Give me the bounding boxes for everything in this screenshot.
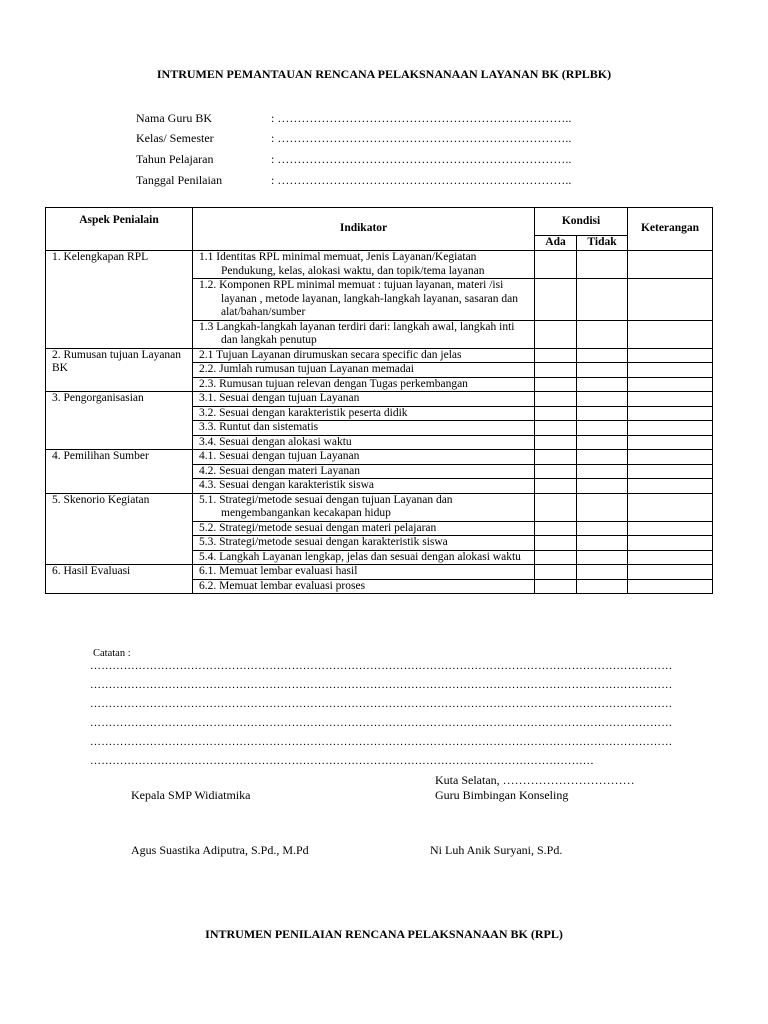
catatan-line: ………………………………………………………………………………………………………………………………………… xyxy=(90,717,673,729)
tidak-cell[interactable] xyxy=(577,493,628,521)
info-value: : ……………………………………………………………….. xyxy=(271,131,572,145)
ada-cell[interactable] xyxy=(535,435,577,450)
table-row xyxy=(46,392,713,407)
indikator-cell: 4.3. Sesuai dengan karakteristik siswa xyxy=(193,479,535,494)
ada-cell[interactable] xyxy=(535,565,577,580)
ada-cell[interactable] xyxy=(535,521,577,536)
keterangan-cell[interactable] xyxy=(628,536,713,551)
tidak-cell[interactable] xyxy=(577,536,628,551)
indikator-cell: 3.3. Runtut dan sistematis xyxy=(193,421,535,436)
indikator-cell: 4.1. Sesuai dengan tujuan Layanan xyxy=(193,450,535,465)
catatan-label: Catatan : xyxy=(93,648,131,659)
aspek-cell: 2. Rumusan tujuan Layanan BK xyxy=(46,348,193,392)
table-row xyxy=(46,348,713,363)
tidak-cell[interactable] xyxy=(577,363,628,378)
indikator-cell: 5.3. Strategi/metode sesuai dengan karakteristik siswa xyxy=(193,536,535,551)
catatan-line: ……………………………………………………………………………………………………………………… xyxy=(90,755,594,767)
document-title: INTRUMEN PEMANTAUAN RENCANA PELAKSNANAAN LAYANAN BK (RPLBK) xyxy=(156,67,612,81)
indikator-cell: 2.3. Rumusan tujuan relevan dengan Tugas perkembangan xyxy=(193,377,535,392)
signature-right-title: Guru Bimbingan Konseling xyxy=(435,788,569,802)
tidak-cell[interactable] xyxy=(577,550,628,565)
indikator-cell: 1.3 Langkah-langkah layanan terdiri dari: langkah awal, langkah inti dan langkah penutup xyxy=(193,320,535,348)
aspek-cell: 4. Pemilihan Sumber xyxy=(46,450,193,494)
ada-cell[interactable] xyxy=(535,251,577,279)
signature-left-title: Kepala SMP Widiatmika xyxy=(131,788,251,802)
keterangan-cell[interactable] xyxy=(628,251,713,279)
keterangan-cell[interactable] xyxy=(628,550,713,565)
ada-cell[interactable] xyxy=(535,450,577,465)
keterangan-cell[interactable] xyxy=(628,521,713,536)
info-value: : ……………………………………………………………….. xyxy=(271,111,572,125)
info-label: Tanggal Penilaian xyxy=(136,173,223,187)
keterangan-cell[interactable] xyxy=(628,479,713,494)
keterangan-cell[interactable] xyxy=(628,464,713,479)
header-kondisi: Kondisi xyxy=(535,208,628,236)
indikator-cell: 1.1 Identitas RPL minimal memuat, Jenis Layanan/Kegiatan Pendukung, kelas, alokasi waktu, dan topik/tema layanan xyxy=(193,251,535,279)
keterangan-cell[interactable] xyxy=(628,406,713,421)
ada-cell[interactable] xyxy=(535,479,577,494)
tidak-cell[interactable] xyxy=(577,479,628,494)
keterangan-cell[interactable] xyxy=(628,392,713,407)
catatan-line: ………………………………………………………………………………………………………………………………………… xyxy=(90,660,673,672)
tidak-cell[interactable] xyxy=(577,521,628,536)
aspek-cell: 6. Hasil Evaluasi xyxy=(46,565,193,594)
header-tidak: Tidak xyxy=(577,236,628,251)
ada-cell[interactable] xyxy=(535,363,577,378)
indikator-cell: 5.4. Langkah Layanan lengkap, jelas dan sesuai dengan alokasi waktu xyxy=(193,550,535,565)
keterangan-cell[interactable] xyxy=(628,363,713,378)
tidak-cell[interactable] xyxy=(577,348,628,363)
tidak-cell[interactable] xyxy=(577,406,628,421)
keterangan-cell[interactable] xyxy=(628,579,713,594)
signature-left-name: Agus Suastika Adiputra, S.Pd., M.Pd xyxy=(131,843,309,857)
info-label: Nama Guru BK xyxy=(136,111,212,125)
tidak-cell[interactable] xyxy=(577,279,628,321)
tidak-cell[interactable] xyxy=(577,435,628,450)
signature-right-name: Ni Luh Anik Suryani, S.Pd. xyxy=(430,843,563,857)
ada-cell[interactable] xyxy=(535,579,577,594)
indikator-cell: 3.4. Sesuai dengan alokasi waktu xyxy=(193,435,535,450)
ada-cell[interactable] xyxy=(535,493,577,521)
keterangan-cell[interactable] xyxy=(628,565,713,580)
tidak-cell[interactable] xyxy=(577,450,628,465)
indikator-cell: 1.2. Komponen RPL minimal memuat : tujuan layanan, materi /isi layanan , metode layanan, langkah-langkah layanan, sasaran dan alat/bahan/sumber xyxy=(193,279,535,321)
info-label: Tahun Pelajaran xyxy=(136,152,214,166)
info-value: : ……………………………………………………………….. xyxy=(271,152,572,166)
indikator-cell: 6.2. Memuat lembar evaluasi proses xyxy=(193,579,535,594)
aspek-cell: 3. Pengorganisasian xyxy=(46,392,193,450)
tidak-cell[interactable] xyxy=(577,377,628,392)
footer-title: INTRUMEN PENILAIAN RENCANA PELAKSNANAAN BK (RPL) xyxy=(205,927,563,941)
aspek-cell: 5. Skenorio Kegiatan xyxy=(46,493,193,565)
info-value: : ……………………………………………………………….. xyxy=(271,173,572,187)
keterangan-cell[interactable] xyxy=(628,279,713,321)
tidak-cell[interactable] xyxy=(577,251,628,279)
info-label: Kelas/ Semester xyxy=(136,131,214,145)
indikator-cell: 5.2. Strategi/metode sesuai dengan materi pelajaran xyxy=(193,521,535,536)
ada-cell[interactable] xyxy=(535,464,577,479)
signature-place-date: Kuta Selatan, …………………………… xyxy=(435,773,635,787)
ada-cell[interactable] xyxy=(535,377,577,392)
indikator-cell: 2.2. Jumlah rumusan tujuan Layanan memadai xyxy=(193,363,535,378)
header-aspek: Aspek Penialain xyxy=(46,208,193,251)
indikator-cell: 3.1. Sesuai dengan tujuan Layanan xyxy=(193,392,535,407)
keterangan-cell[interactable] xyxy=(628,450,713,465)
tidak-cell[interactable] xyxy=(577,565,628,580)
header-keterangan: Keterangan xyxy=(628,208,713,251)
ada-cell[interactable] xyxy=(535,348,577,363)
table-row xyxy=(46,493,713,521)
tidak-cell[interactable] xyxy=(577,579,628,594)
catatan-line: ………………………………………………………………………………………………………………………………………… xyxy=(90,698,673,710)
ada-cell[interactable] xyxy=(535,320,577,348)
assessment-table xyxy=(45,207,713,594)
ada-cell[interactable] xyxy=(535,536,577,551)
tidak-cell[interactable] xyxy=(577,421,628,436)
table-row xyxy=(46,450,713,465)
indikator-cell: 4.2. Sesuai dengan materi Layanan xyxy=(193,464,535,479)
ada-cell[interactable] xyxy=(535,279,577,321)
keterangan-cell[interactable] xyxy=(628,377,713,392)
catatan-line: ………………………………………………………………………………………………………………………………………… xyxy=(90,736,673,748)
ada-cell[interactable] xyxy=(535,406,577,421)
aspek-cell: 1. Kelengkapan RPL xyxy=(46,251,193,349)
keterangan-cell[interactable] xyxy=(628,348,713,363)
keterangan-cell[interactable] xyxy=(628,320,713,348)
tidak-cell[interactable] xyxy=(577,392,628,407)
keterangan-cell[interactable] xyxy=(628,421,713,436)
tidak-cell[interactable] xyxy=(577,320,628,348)
catatan-line: ………………………………………………………………………………………………………………………………………… xyxy=(90,679,673,691)
ada-cell[interactable] xyxy=(535,421,577,436)
table-row xyxy=(46,251,713,279)
indikator-cell: 5.1. Strategi/metode sesuai dengan tujuan Layanan dan mengembangankan kecakapan hidup xyxy=(193,493,535,521)
header-ada: Ada xyxy=(535,236,577,251)
table-row xyxy=(46,565,713,580)
ada-cell[interactable] xyxy=(535,392,577,407)
indikator-cell: 2.1 Tujuan Layanan dirumuskan secara specific dan jelas xyxy=(193,348,535,363)
indikator-cell: 3.2. Sesuai dengan karakteristik peserta didik xyxy=(193,406,535,421)
keterangan-cell[interactable] xyxy=(628,493,713,521)
indikator-cell: 6.1. Memuat lembar evaluasi hasil xyxy=(193,565,535,580)
keterangan-cell[interactable] xyxy=(628,435,713,450)
header-indikator: Indikator xyxy=(193,208,535,251)
tidak-cell[interactable] xyxy=(577,464,628,479)
ada-cell[interactable] xyxy=(535,550,577,565)
